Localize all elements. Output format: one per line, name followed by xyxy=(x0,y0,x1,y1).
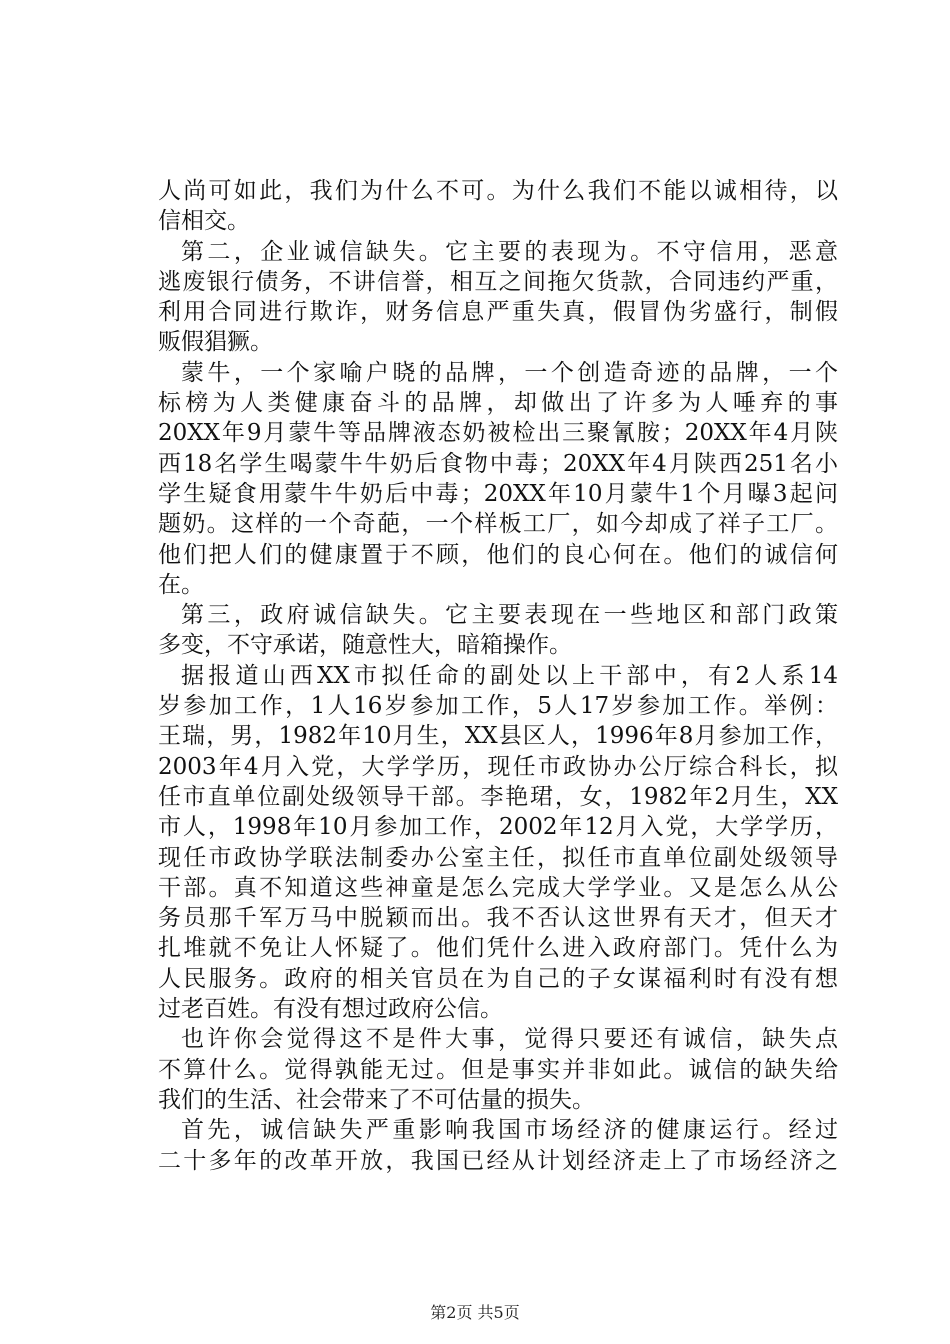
text-line: 贩假猖獗。 xyxy=(158,329,273,356)
text-line: 也许你会觉得这不是件大事，觉得只要还有诚信，缺失点 xyxy=(181,1026,838,1053)
text-line: 蒙牛，一个家喻户晓的品牌，一个创造奇迹的品牌，一个 xyxy=(181,359,838,386)
text-line: 人尚可如此，我们为什么不可。为什么我们不能以诚相待，以 xyxy=(158,178,838,204)
document-body xyxy=(158,176,838,1176)
text-line: 西18名学生喝蒙牛牛奶后食物中毒；20XX年4月陕西251名小 xyxy=(158,450,838,477)
text-line: 过老百姓。有没有想过政府公信。 xyxy=(158,996,503,1023)
text-line: 多变，不守承诺，随意性大，暗箱操作。 xyxy=(158,632,572,659)
page-footer xyxy=(0,1300,950,1323)
text-line: 市人，1998年10月参加工作，2002年12月入党，大学学历， xyxy=(158,814,838,841)
text-line: 逃废银行债务，不讲信誉，相互之间拖欠货款，合同违约严重， xyxy=(158,268,838,295)
text-line: 任市直单位副处级领导干部。李艳珺，女，1982年2月生，XX xyxy=(158,783,838,810)
text-line: 我们的生活、社会带来了不可估量的损失。 xyxy=(158,1086,595,1113)
page-number: 第2页 共5页 xyxy=(430,1303,520,1322)
text-line: 20XX年9月蒙牛等品牌液态奶被检出三聚氰胺；20XX年4月陕 xyxy=(158,420,838,447)
text-line: 王瑞，男，1982年10月生，XX县区人，1996年8月参加工作， xyxy=(158,723,838,750)
text-line: 扎堆就不免让人怀疑了。他们凭什么进入政府部门。凭什么为 xyxy=(158,935,838,962)
text-line: 学生疑食用蒙牛牛奶后中毒；20XX年10月蒙牛1个月曝3起问 xyxy=(158,480,838,507)
text-line: 现任市政协学联法制委办公室主任，拟任市直单位副处级领导 xyxy=(158,844,838,871)
text-line: 2003年4月入党，大学学历，现任市政协办公厅综合科长，拟 xyxy=(158,753,838,780)
text-line: 人民服务。政府的相关官员在为自己的子女谋福利时有没有想 xyxy=(158,965,838,992)
text-line: 首先，诚信缺失严重影响我国市场经济的健康运行。经过 xyxy=(181,1117,838,1144)
text-line: 岁参加工作，1人16岁参加工作，5人17岁参加工作。举例： xyxy=(158,693,838,720)
text-line: 利用合同进行欺诈，财务信息严重失真，假冒伪劣盛行，制假 xyxy=(158,299,838,326)
text-line: 务员那千军万马中脱颖而出。我不否认这世界有天才，但天才 xyxy=(158,905,838,932)
text-line: 第二，企业诚信缺失。它主要的表现为。不守信用，恶意 xyxy=(181,238,838,265)
text-line: 据报道山西XX市拟任命的副处以上干部中，有2人系14 xyxy=(181,662,838,689)
text-line: 题奶。这样的一个奇葩，一个样板工厂，如今却成了祥子工厂。 xyxy=(158,511,838,538)
text-line: 他们把人们的健康置于不顾，他们的良心何在。他们的诚信何 xyxy=(158,541,838,568)
text-line: 干部。真不知道这些神童是怎么完成大学学业。又是怎么从公 xyxy=(158,874,838,901)
text-line: 在。 xyxy=(158,571,204,598)
text-line: 标榜为人类健康奋斗的品牌，却做出了许多为人唾弃的事 xyxy=(158,390,838,417)
text-line: 二十多年的改革开放，我国已经从计划经济走上了市场经济之 xyxy=(158,1147,838,1174)
text-line: 信相交。 xyxy=(158,208,250,235)
text-line: 不算什么。觉得孰能无过。但是事实并非如此。诚信的缺失给 xyxy=(158,1056,838,1083)
text-line: 第三，政府诚信缺失。它主要表现在一些地区和部门政策 xyxy=(181,602,838,629)
